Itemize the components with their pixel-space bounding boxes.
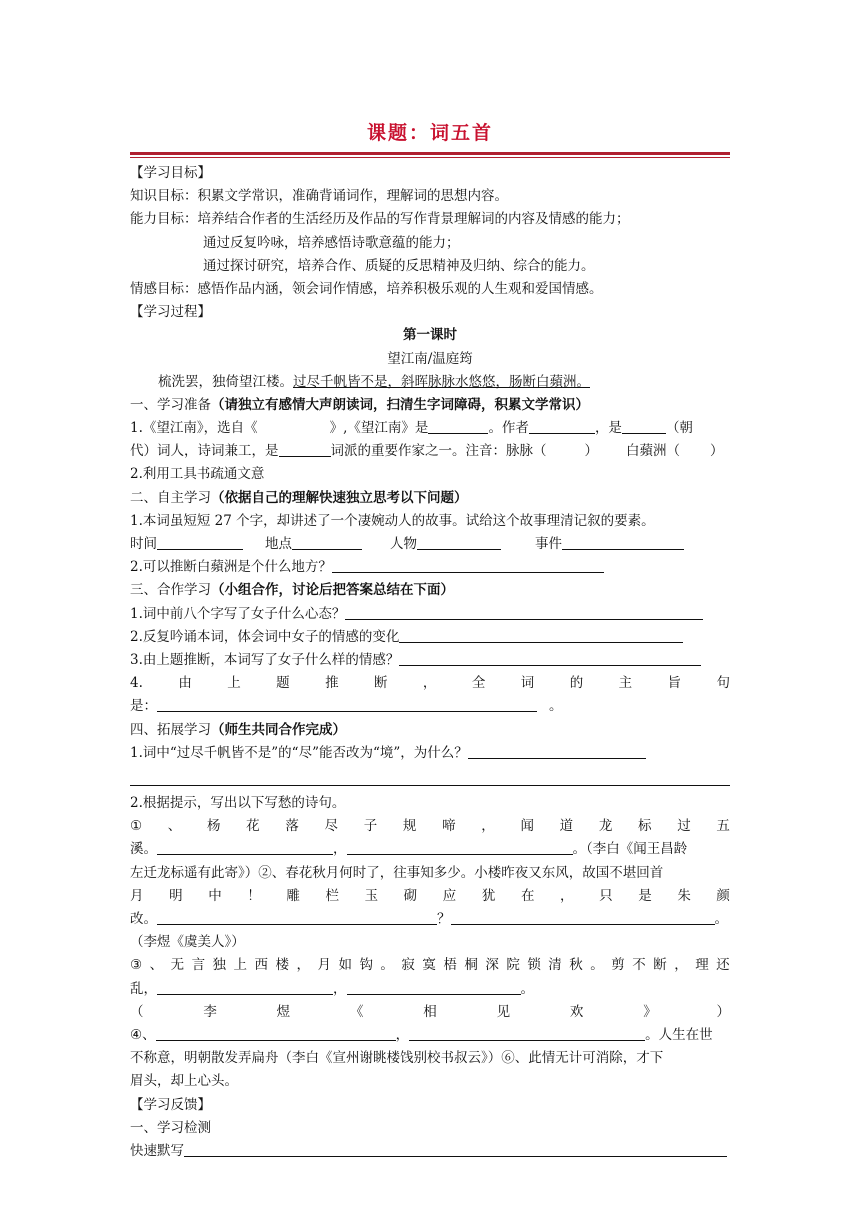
ext-c-char: 清	[548, 957, 562, 974]
prep-q1-j: ）	[710, 443, 724, 460]
ext-c3-char: 《	[349, 1003, 364, 1020]
ext-a-char: ，	[481, 818, 495, 835]
coop-q3-text: 3.由上题推断，本词写了女子什么样的情感？	[130, 651, 400, 668]
self-heading-text: 二、自主学习	[130, 489, 211, 506]
coop-q4-char: 旨	[667, 675, 682, 692]
coop-q4-char: 断	[374, 675, 388, 692]
blank-ext-a-2[interactable]	[347, 838, 573, 855]
ext-c-char: ，	[674, 957, 688, 974]
feedback-subheading: 一、学习检测	[130, 1119, 211, 1136]
ext-q1-answer	[130, 769, 730, 792]
prep-q1-c: 。作者	[488, 420, 529, 437]
self-q2-text: 2.可以推断白蘋洲是个什么地方？	[130, 559, 332, 576]
blank-ext-c-2[interactable]	[347, 978, 521, 995]
ext-c-char: ，	[296, 957, 310, 974]
ext-c3-char: 李	[203, 1003, 217, 1020]
coop-q3	[130, 649, 730, 672]
ext-a-char: ①	[130, 818, 143, 835]
ext-c-char: 。	[380, 957, 394, 974]
ext-c-char: 独	[212, 957, 227, 974]
blank-ext-d-1[interactable]	[156, 1024, 396, 1041]
ext-c-char: 楼	[275, 957, 289, 974]
ext-d-line1	[130, 1024, 730, 1047]
blank-place[interactable]	[292, 533, 362, 550]
blank-self-q2[interactable]	[332, 556, 604, 573]
ext-c3-char: 见	[496, 1003, 511, 1020]
self-q2	[130, 556, 730, 579]
blank-coop-q3[interactable]	[399, 649, 701, 666]
section-feedback-heading: 【学习反馈】	[130, 1096, 211, 1113]
coop-q2	[130, 626, 730, 649]
ext-a2-c: 。（李白《闻王昌龄	[572, 841, 688, 858]
ext-c-char: 寞	[422, 957, 436, 974]
feedback-dictation	[130, 1140, 730, 1163]
document-body	[130, 162, 730, 1163]
coop-note: （小组合作，讨论后把答案总结在下面）	[211, 582, 454, 599]
prep-q2: 2.利用工具书疏通文意	[130, 466, 265, 483]
coop-q4-char: 由	[178, 675, 192, 692]
blank-dictation[interactable]	[184, 1140, 727, 1157]
ext-b-char: 只	[599, 887, 613, 904]
ext-c-char: 还	[716, 957, 730, 974]
prep-q1-g: 词派的重要作家之一。注音：脉脉（	[330, 443, 547, 460]
ext-c-line2	[130, 978, 730, 1001]
ext-a-line2	[130, 838, 730, 861]
prep-q1-blank-5[interactable]	[279, 440, 331, 457]
ext-d-line2: 不称意，明朝散发弄扁舟（李白《宣州谢眺楼饯别校书叔云》）⑥、此情无计可消除，才下	[130, 1050, 664, 1067]
ext-b-char: 明	[169, 887, 183, 904]
ext-a2-a: 溪。	[130, 841, 157, 858]
ext-b-char: 在	[520, 887, 535, 904]
blank-event[interactable]	[562, 533, 684, 550]
ext-c-char: 言	[191, 957, 206, 974]
blank-ext-b-2[interactable]	[451, 908, 715, 925]
blank-time[interactable]	[157, 533, 243, 550]
coop-q4-char: ，	[422, 675, 437, 692]
ext-c-char: 理	[695, 957, 709, 974]
label-event: 事件	[535, 536, 562, 552]
prep-q1-blank-2[interactable]	[428, 417, 488, 434]
ext-b-char: 朱	[677, 887, 691, 904]
coop-q1-text: 1.词中前八个字写了女子什么心态？	[130, 605, 346, 622]
blank-coop-q1[interactable]	[345, 603, 703, 620]
goal-ability-2: 通过反复吟咏，培养感悟诗歌意蕴的能力；	[203, 234, 460, 251]
ext-a-line3: 左迁龙标遥有此寄》）②、春花秋月何时了，往事知多少。小楼昨夜又东风，故国不堪回首	[130, 864, 664, 881]
coop-q4-char: 的	[569, 675, 584, 692]
ext-a-char: 落	[285, 818, 299, 835]
ext-c-char: 。	[590, 957, 604, 974]
ext-b-char: 颜	[716, 887, 730, 904]
ext-c2-a: 乱，	[130, 980, 157, 997]
ext-c3-char: 相	[423, 1003, 437, 1020]
ext-c2-c: 。	[520, 980, 534, 997]
label-person: 人物	[390, 536, 417, 552]
self-q1: 1.本词虽短短 27 个字，却讲述了一个凄婉动人的故事。试给这个故事理清记叙的要素。	[130, 512, 655, 529]
prep-q1-f: 代）词人，诗词兼工，是	[130, 443, 279, 460]
ext-a-char: 、	[167, 818, 182, 835]
ext-c3-char: ）	[716, 1003, 730, 1020]
ext-c-char: 桐	[464, 957, 478, 974]
coop-q4-b: 是：	[130, 698, 157, 715]
poem-part2: 过尽千帆皆不是，斜晖脉脉水悠悠，肠断白蘋洲。	[293, 373, 590, 390]
blank-ext-q1-line2[interactable]	[130, 769, 730, 786]
ext-a-char: 子	[363, 818, 378, 835]
ext-b2-c: 。	[714, 911, 728, 927]
blank-ext-d-2[interactable]	[409, 1024, 645, 1041]
ext-d-b: ，	[395, 1026, 410, 1043]
ext-a-char: 杨	[206, 818, 221, 835]
coop-q4-char: 词	[520, 675, 535, 692]
ext-c-char: 钩	[359, 957, 373, 974]
ext-d-line3: 眉头，却上心头。	[130, 1073, 238, 1090]
ext-heading	[130, 719, 730, 742]
title-rule-thin	[130, 157, 730, 158]
ext-b-char: 雕	[286, 887, 300, 904]
self-elements	[130, 533, 730, 556]
blank-coop-q4[interactable]	[157, 695, 537, 712]
lesson-heading: 第一课时	[403, 327, 457, 344]
ext-a-char: 道	[559, 818, 574, 835]
ext-b-char: 是	[638, 887, 652, 904]
coop-q2-text: 2.反复吟诵本词，体会词中女子的情感的变化	[130, 628, 400, 645]
ext-c-char: 秋	[569, 957, 583, 974]
title-rule-thick	[130, 152, 730, 155]
coop-q4-char: 题	[276, 675, 290, 692]
coop-q4-char: 推	[325, 675, 339, 692]
blank-coop-q2[interactable]	[399, 626, 683, 643]
ext-a-char: 规	[402, 818, 417, 835]
ext-c-char: 如	[338, 957, 352, 974]
ext-c-char: 剪	[611, 957, 625, 974]
ext-q2: 2.根据提示，写出以下写愁的诗句。	[130, 795, 346, 812]
label-place: 地点	[265, 536, 292, 552]
ext-b2-b: ？	[437, 911, 451, 927]
ext-a-char: 闻	[520, 818, 534, 835]
ext-d-c: 。人生在世	[645, 1026, 713, 1043]
ext-a-char: 尽	[324, 818, 339, 835]
ext-c-char: 不	[632, 957, 646, 974]
ext-a-line1	[130, 815, 730, 838]
ext-c3-char: （	[130, 1003, 144, 1020]
prep-q1-d: ，是	[594, 420, 622, 437]
ext-c3-char: 煜	[276, 1003, 291, 1020]
ext-a2-b: ，	[333, 841, 347, 858]
ext-c-char: 月	[317, 957, 331, 974]
ext-a-char: 五	[716, 818, 730, 835]
blank-ext-q1[interactable]	[468, 742, 646, 759]
coop-q4-char: 句	[716, 675, 730, 692]
section-process-heading: 【学习过程】	[130, 304, 211, 321]
coop-q4-line2	[130, 695, 730, 718]
prep-q1-cont	[130, 440, 730, 463]
prep-q1-i: 白蘋洲（	[626, 443, 680, 460]
blank-person[interactable]	[417, 533, 501, 550]
ext-c-char: ③	[130, 957, 143, 974]
prep-q1	[130, 417, 730, 440]
ext-c-line3	[130, 1001, 730, 1024]
prep-q1-h: ）	[584, 443, 598, 460]
ext-c-char: 断	[653, 957, 667, 974]
ext-b-char: 栏	[325, 887, 339, 904]
blank-ext-c-1[interactable]	[157, 978, 333, 995]
ext-c-char: 梧	[443, 957, 457, 974]
ext-a-char: 啼	[442, 818, 456, 835]
prep-heading-text: 一、学习准备	[130, 396, 211, 413]
coop-q1	[130, 603, 730, 626]
goal-ability-3: 通过探讨研究，培养合作、质疑的反思精神及归纳、综合的能力。	[203, 257, 595, 274]
ext-c-char: 寂	[401, 957, 415, 974]
ext-q1	[130, 742, 730, 765]
coop-q4-line1	[130, 672, 730, 695]
ext-b-char: 玉	[364, 887, 379, 904]
ext-c-char: 西	[254, 957, 269, 974]
dictation-label: 快速默写	[130, 1142, 184, 1159]
ext-heading-text: 四、拓展学习	[130, 721, 211, 738]
ext-c-char: 院	[506, 957, 520, 974]
ext-note: （师生共同合作完成）	[211, 721, 346, 738]
goal-ability: 能力目标：培养结合作者的生活经历及作品的写作背景理解词的内容及情感的能力；	[130, 211, 630, 228]
coop-heading	[130, 579, 730, 602]
ext-c-char: 深	[485, 957, 499, 974]
goal-knowledge: 知识目标：积累文学常识，准确背诵词作，理解词的思想内容。	[130, 188, 508, 205]
prep-note: （请独立有感情大声朗读词，扫清生字词障碍，积累文学常识）	[211, 396, 589, 413]
coop-q4-c: 。	[549, 698, 563, 715]
poem-part1: 梳洗罢，独倚望江楼。	[158, 373, 293, 390]
ext-b-char: 中	[208, 887, 222, 904]
ext-b-char: 砌	[403, 887, 418, 904]
coop-q4-char: 4.	[130, 675, 143, 692]
ext-b-char: ，	[560, 887, 574, 904]
self-heading	[130, 487, 730, 510]
ext-b-line2	[130, 908, 730, 931]
ext-b-char: 月	[130, 887, 144, 904]
ext-b-line3: （李煜《虞美人》）	[130, 934, 245, 951]
ext-a-char: 标	[638, 818, 652, 835]
ext-q1-text: 1.词中“过尽千帆皆不是”的“尽”能否改为“境”，为什么？	[130, 744, 468, 761]
coop-q4-char: 上	[227, 675, 241, 692]
prep-heading	[130, 394, 730, 417]
label-time: 时间	[130, 536, 157, 552]
ext-b2-a: 改。	[130, 911, 157, 927]
ext-d-a: ④、	[130, 1026, 156, 1043]
coop-q4-char: 全	[471, 675, 486, 692]
blank-ext-a-1[interactable]	[157, 838, 333, 855]
poem-text	[130, 371, 730, 394]
coop-q4-char: 主	[618, 675, 633, 692]
ext-b-char: ！	[247, 887, 261, 904]
poem-title: 望江南/温庭筠	[387, 350, 473, 367]
ext-c-char: 、	[149, 957, 164, 974]
ext-c-char: 锁	[527, 957, 541, 974]
self-note: （依据自己的理解快速独立思考以下问题）	[211, 489, 468, 506]
prep-q1-blank-4[interactable]	[622, 417, 666, 434]
section-goals-heading: 【学习目标】	[130, 165, 211, 181]
ext-c-char: 无	[170, 957, 185, 974]
ext-c2-b: ，	[333, 980, 347, 997]
ext-a-char: 花	[246, 818, 260, 835]
ext-c3-char: 欢	[569, 1003, 584, 1020]
ext-a-char: 过	[677, 818, 691, 835]
prep-q1-a: 1.《望江南》，选自《	[130, 420, 258, 437]
page-title: 课题：词五首	[366, 122, 493, 144]
prep-q1-blank-3[interactable]	[529, 417, 595, 434]
prep-q1-e: （朝	[665, 420, 693, 437]
ext-c3-char: 》	[643, 1003, 657, 1020]
prep-q1-b: 》,《望江南》是	[329, 420, 429, 437]
ext-b-char: 应	[442, 887, 457, 904]
ext-b-char: 犹	[481, 887, 496, 904]
ext-a-char: 龙	[598, 818, 613, 835]
coop-heading-text: 三、合作学习	[130, 582, 211, 599]
ext-c-char: 上	[233, 957, 248, 974]
ext-b-line1	[130, 885, 730, 908]
ext-c-line1	[130, 954, 730, 977]
blank-ext-b-1[interactable]	[157, 908, 437, 925]
goal-emotion: 情感目标：感悟作品内涵，领会词作情感，培养积极乐观的人生观和爱国情感。	[130, 280, 603, 297]
